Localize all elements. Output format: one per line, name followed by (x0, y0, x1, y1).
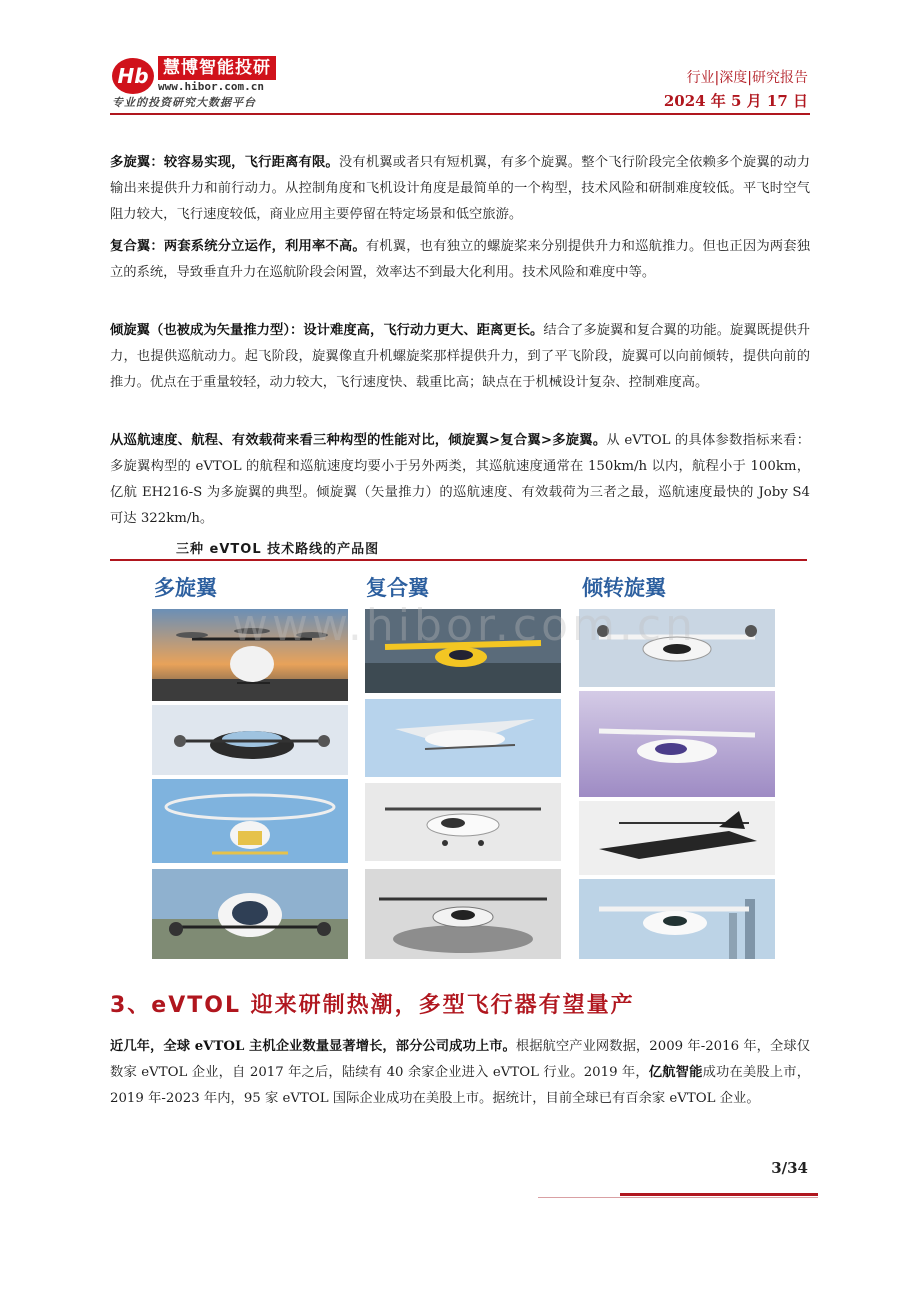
logo-name: 慧博智能投研 (158, 56, 276, 80)
paragraph-lead: 近几年，全球 eVTOL 主机企业数量显著增长，部分公司成功上市。 (110, 1039, 516, 1054)
figure-divider (110, 559, 807, 561)
photo-multirotor-4 (152, 869, 348, 959)
footer-divider-thin (538, 1197, 818, 1198)
paragraph-text: 成功在美股上市，2019 年-2023 年内，95 家 eVTOL 国际企业成功在美股上市。据统计，目前全球已有百余家 eVTOL 企业。 (110, 1065, 810, 1106)
paragraph-compound-wing (110, 234, 810, 286)
paragraph-lead: 复合翼：两套系统分立运作，利用率不高。 (110, 239, 366, 254)
paragraph-text: 根据航空产业网数据，2009 年-2016 年，全球仅数家 eVTOL 企业，自 2017 年之后，陆续有 40 余家企业进入 eVTOL 行业。2019 年， (110, 1039, 811, 1080)
header-divider (110, 113, 810, 115)
paragraph-section-3 (110, 1034, 810, 1112)
column-title-tiltrotor: 倾转旋翼 (582, 576, 666, 600)
photo-compound-wing-2 (365, 699, 561, 777)
logo-url: www.hibor.com.cn (158, 80, 264, 93)
paragraph-lead: 从巡航速度、航程、有效载荷来看三种构型的性能对比，倾旋翼>复合翼>多旋翼。 (110, 433, 607, 448)
paragraph-lead: 多旋翼：较容易实现，飞行距离有限。 (110, 155, 339, 170)
photo-multirotor-3 (152, 779, 348, 863)
page-number: 3/34 (771, 1159, 808, 1177)
paragraph-comparison (110, 428, 810, 532)
figure-title: 三种 eVTOL 技术路线的产品图 (176, 542, 380, 557)
paragraph-text: 有机翼，也有独立的螺旋桨来分别提供升力和巡航推力。但也正因为两套独立的系统，导致垂直升力在巡航阶段会闲置，效率达不到最大化利用。技术风险和难度中等。 (110, 239, 811, 280)
report-date: 2024 年 5 月 17 日 (663, 92, 808, 110)
paragraph-bold-company: 亿航智能 (648, 1065, 703, 1080)
paragraph-text: 从 eVTOL 的具体参数指标来看：多旋翼构型的 eVTOL 的航程和巡航速度均要小于另外两类，其巡航速度通常在 150km/h 以内，航程小于 100km，亿航 EH216-S 为多旋翼的典型。倾旋翼（矢量推力）的巡航速度、有效载荷为三者之最，巡航速度最快的 Joby S4 可达 322km/h。 (110, 433, 810, 526)
paragraph-tiltrotor (110, 318, 810, 396)
logo-badge: Hb (112, 58, 154, 94)
hibor-logo (112, 56, 292, 108)
column-title-multirotor: 多旋翼 (154, 576, 217, 600)
paragraph-text: 没有机翼或者只有短机翼，有多个旋翼。整个飞行阶段完全依赖多个旋翼的动力输出来提供升力和前行动力。从控制角度和飞机设计角度是最简单的一个构型，技术风险和研制难度较低。平飞时空气阻力较大，飞行速度较低，商业应用主要停留在特定场景和低空旅游。 (110, 155, 811, 222)
footer-divider-thick (620, 1193, 818, 1196)
report-category: 行业|深度|研究报告 (686, 70, 808, 86)
column-title-compound-wing: 复合翼 (366, 576, 429, 600)
photo-multirotor-2 (152, 705, 348, 775)
photo-tiltrotor-3 (579, 801, 775, 875)
paragraph-text: 结合了多旋翼和复合翼的功能。旋翼既提供升力，也提供巡航动力。起飞阶段，旋翼像直升机螺旋桨那样提供升力，到了平飞阶段，旋翼可以向前倾转，提供向前的推力。优点在于重量较轻，动力较大，飞行速度快、载重比高；缺点在于机械设计复杂、控制难度高。 (110, 323, 810, 390)
paragraph-multirotor (110, 150, 810, 228)
photo-tiltrotor-2 (579, 691, 775, 797)
photo-compound-wing-4 (365, 869, 561, 959)
photo-compound-wing-3 (365, 783, 561, 861)
watermark: www.hibor.com.cn (232, 600, 697, 651)
photo-tiltrotor-4 (579, 879, 775, 959)
logo-slogan: 专业的投资研究大数据平台 (112, 96, 256, 109)
section-title: 3、eVTOL 迎来研制热潮，多型飞行器有望量产 (110, 993, 635, 1018)
paragraph-lead: 倾旋翼（也被成为矢量推力型）：设计难度高，飞行动力更大、距离更长。 (110, 323, 544, 338)
